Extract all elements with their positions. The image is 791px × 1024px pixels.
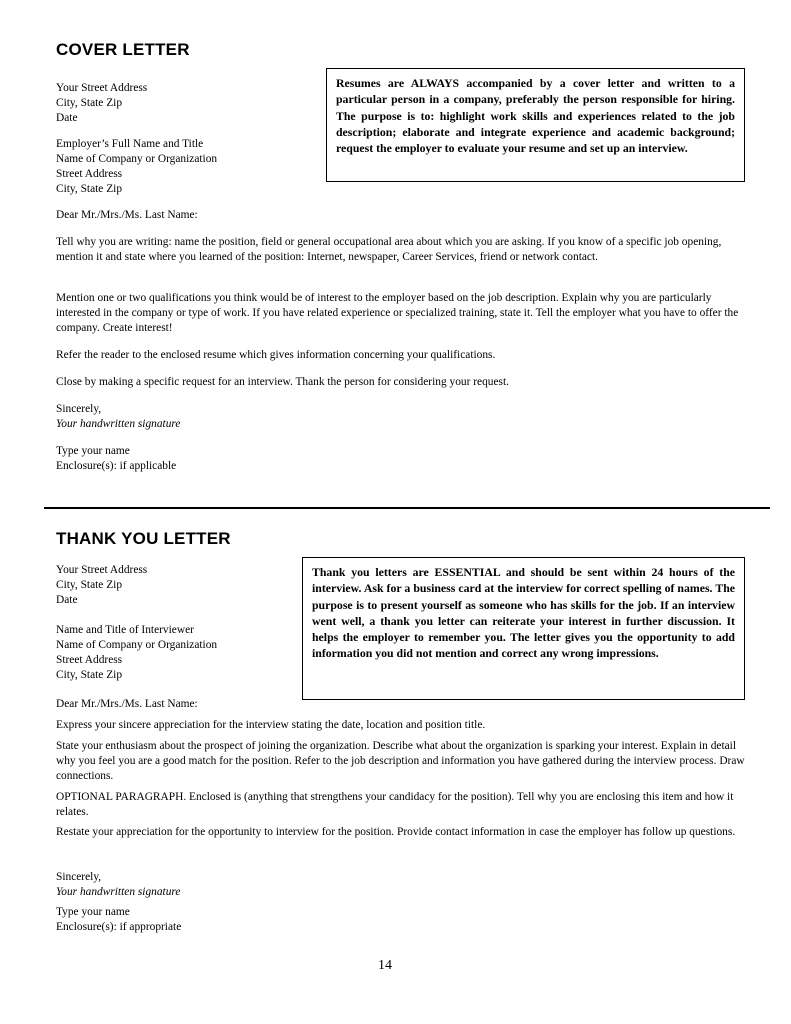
employer-city-line: City, State Zip [56,183,123,195]
section-divider [44,507,770,509]
cover-letter-callout-box: Resumes are ALWAYS accompanied by a cover letter and written to a particular person in a company, preferably the person responsible for hiring. The purpose is to: highlight work skills and experiences related to the job description; elaborate and integrate experience and academic background; request the employer to evaluate your resume and set up an interview. [326,68,745,182]
sender-city-line: City, State Zip [56,579,123,591]
thanks-interviewer-address [56,623,217,683]
thanks-salutation: Dear Mr./Mrs./Ms. Last Name: [56,698,198,710]
interviewer-name-line: Name and Title of Interviewer [56,624,194,636]
closing-text: Sincerely, [56,403,102,415]
enclosure-line: Enclosure(s): if applicable [56,460,177,472]
cover-paragraph-2: Mention one or two qualifications you think would be of interest to the employer based on the job description. Explain why you are particularly interested in the company or type of work. If you have related experience or specialized training, state it. Tell the employer what you have to offer the company. Create interest! [56,292,739,334]
thank-you-callout-box: Thank you letters are ESSENTIAL and should be sent within 24 hours of the interview. Ask for a business card at the interview for correct spelling of names. The purpose is to present yourself as someone who has skills for the job. If an interview went well, a thank you letter can reiterate your interest in further discussion. It helps the employer to remember you. The letter gives you the opportunity to add information you did not mention and correct any wrong impressions. [302,557,745,700]
employer-street-line: Street Address [56,168,123,180]
sender-date-line: Date [56,594,78,606]
thanks-paragraph-1: Express your sincere appreciation for the interview stating the date, location and position title. [56,719,486,731]
cover-letter-heading: COVER LETTER [56,40,190,59]
cover-salutation: Dear Mr./Mrs./Ms. Last Name: [56,209,198,221]
sender-city-line: City, State Zip [56,97,123,109]
interviewer-street-line: Street Address [56,654,123,666]
cover-paragraph-1: Tell why you are writing: name the position, field or general occupational area about which you are asking. If you know of a specific job opening, mention it and state where you learned of the position: Internet, newspaper, Career Services, friend or network contact. [56,236,722,263]
sender-street-line: Your Street Address [56,82,148,94]
cover-employer-address [56,137,217,197]
cover-name-block [56,444,176,474]
sender-street-line: Your Street Address [56,564,148,576]
enclosure-line: Enclosure(s): if appropriate [56,921,182,933]
thanks-paragraph-3: OPTIONAL PARAGRAPH. Enclosed is (anything that strengthens your candidacy for the position). Tell why you are enclosing this item and how it relates. [56,791,734,818]
sender-date-line: Date [56,112,78,124]
signature-placeholder: Your handwritten signature [56,886,181,898]
typed-name-line: Type your name [56,906,130,918]
interviewer-city-line: City, State Zip [56,669,123,681]
employer-name-line: Employer’s Full Name and Title [56,138,204,150]
cover-sender-address [56,81,147,126]
thanks-name-block [56,905,181,935]
thanks-paragraph-4: Restate your appreciation for the opportunity to interview for the position. Provide contact information in case the employer has follow up questions. [56,826,736,838]
thanks-paragraph-2: State your enthusiasm about the prospect of joining the organization. Describe what about the organization is sparking your interest. Explain in detail why you feel you are a good match for the position. Refer to the job description and information you have gathered during the interview process. Draw connections. [56,740,745,782]
cover-signoff [56,402,180,432]
interviewer-company-line: Name of Company or Organization [56,639,218,651]
thanks-sender-address [56,563,147,608]
signature-placeholder: Your handwritten signature [56,418,181,430]
thank-you-letter-heading: THANK YOU LETTER [56,529,231,548]
closing-text: Sincerely, [56,871,102,883]
thanks-signoff [56,870,180,900]
cover-paragraph-4: Close by making a specific request for an interview. Thank the person for considering your request. [56,376,509,388]
page-number: 14 [378,958,392,973]
typed-name-line: Type your name [56,445,130,457]
cover-paragraph-3: Refer the reader to the enclosed resume which gives information concerning your qualifications. [56,349,496,361]
employer-company-line: Name of Company or Organization [56,153,218,165]
